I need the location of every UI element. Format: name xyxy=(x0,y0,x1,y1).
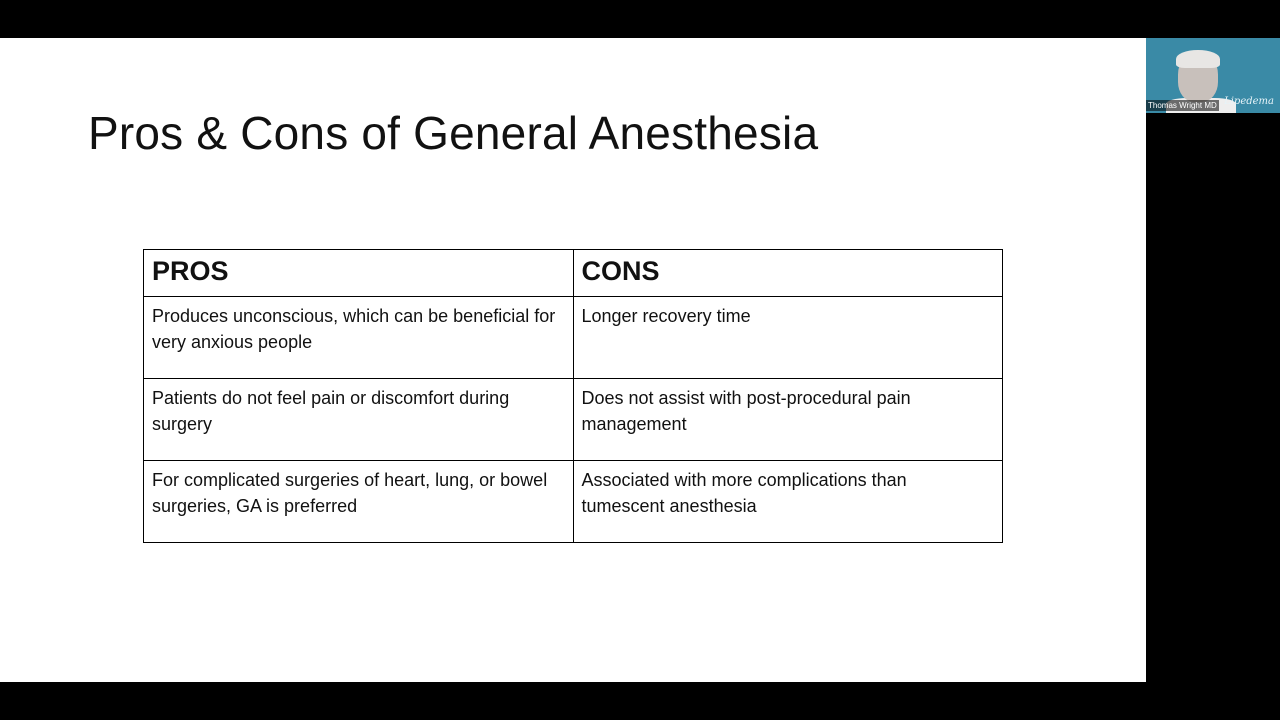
cons-cell: Longer recovery time xyxy=(573,297,1003,379)
pros-header: PROS xyxy=(144,250,574,297)
table-row xyxy=(144,379,1003,461)
clinic-logo: Lipedema xyxy=(1224,96,1274,107)
cons-cell: Associated with more complications than tumescent anesthesia xyxy=(573,461,1003,543)
pros-cell: For complicated surgeries of heart, lung, or bowel surgeries, GA is preferred xyxy=(144,461,574,543)
participant-name-label: Thomas Wright MD xyxy=(1148,101,1217,110)
slide-title: Pros & Cons of General Anesthesia xyxy=(88,107,819,159)
cons-header: CONS xyxy=(573,250,1003,297)
pros-cell: Produces unconscious, which can be beneficial for very anxious people xyxy=(144,297,574,379)
participant-video-tile[interactable] xyxy=(1146,38,1280,113)
pros-cons-table xyxy=(143,249,1003,543)
table-header-row xyxy=(144,250,1003,297)
pros-cell: Patients do not feel pain or discomfort during surgery xyxy=(144,379,574,461)
table-row xyxy=(144,297,1003,379)
table-row xyxy=(144,461,1003,543)
participant-hair xyxy=(1176,50,1220,68)
cons-cell: Does not assist with post-procedural pain management xyxy=(573,379,1003,461)
presentation-slide xyxy=(0,38,1146,682)
